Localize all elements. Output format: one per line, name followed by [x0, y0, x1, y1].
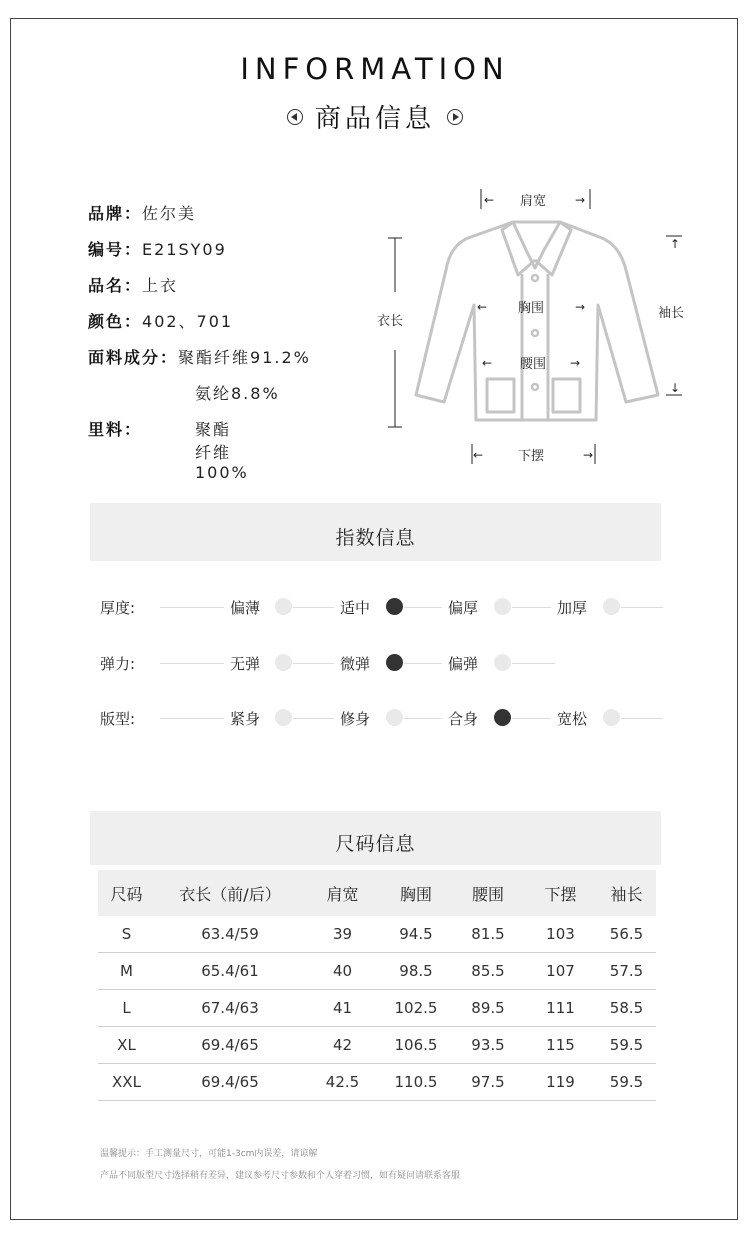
fabric-value-1: 聚酯纤维91.2% [178, 348, 311, 367]
color-value: 402、701 [142, 312, 234, 331]
size-table-cell: 81.5 [452, 916, 524, 953]
arrow-down-icon: ↓ [670, 381, 681, 395]
index-option-dot-selected [386, 654, 403, 671]
lining-label: 里料： [88, 420, 143, 439]
size-table-header [98, 870, 656, 916]
code-label: 编号： [88, 240, 143, 259]
info-color [88, 309, 233, 332]
size-column-header: 尺码 [98, 870, 155, 916]
size-table-cell: 59.5 [597, 1027, 656, 1064]
size-table-cell: XL [98, 1027, 155, 1064]
size-table-cell: 42.5 [305, 1064, 380, 1101]
index-option-dot-selected [386, 598, 403, 615]
info-brand [88, 201, 196, 224]
index-option-dot-selected [494, 709, 511, 726]
size-table-cell: 65.4/61 [155, 953, 305, 990]
index-option-dot [494, 654, 511, 671]
arrow-right-icon: → [583, 448, 594, 462]
size-column-header: 下摆 [524, 870, 597, 916]
info-code [88, 237, 227, 260]
buttons [532, 275, 538, 390]
size-table-cell: 94.5 [380, 916, 452, 953]
arrow-left-icon: ← [482, 356, 493, 370]
size-table-cell: 42 [305, 1027, 380, 1064]
index-row-label: 弹力: [100, 655, 136, 673]
size-table-row [98, 1064, 656, 1101]
right-arrow-icon [447, 109, 463, 125]
label-sleeve: 袖长 [658, 306, 685, 321]
info-fabric [88, 345, 311, 368]
label-shoulder: 肩宽 [520, 194, 547, 209]
size-table-row [98, 953, 656, 990]
index-option-label: 无弹 [230, 655, 261, 673]
size-table-cell: 57.5 [597, 953, 656, 990]
left-arrow-icon [287, 109, 303, 125]
index-option-dot [275, 709, 292, 726]
info-lining [88, 417, 249, 482]
index-option-label: 微弹 [340, 655, 371, 673]
size-table-row [98, 990, 656, 1027]
size-table-cell: 107 [524, 953, 597, 990]
title-cn: 商品信息 [314, 104, 435, 134]
size-table-cell: 39 [305, 916, 380, 953]
size-table-cell: 97.5 [452, 1064, 524, 1101]
index-option-label: 偏弹 [448, 655, 479, 673]
info-name [88, 273, 178, 296]
size-column-header: 腰围 [452, 870, 524, 916]
size-table-cell: 41 [305, 990, 380, 1027]
index-row-label: 厚度: [100, 599, 136, 617]
label-length: 衣长 [377, 314, 404, 329]
size-table-cell: L [98, 990, 155, 1027]
arrow-left-icon: ← [484, 193, 495, 207]
size-table-cell: 69.4/65 [155, 1064, 305, 1101]
index-option-dot [494, 598, 511, 615]
size-table-cell: 110.5 [380, 1064, 452, 1101]
size-table-cell: 115 [524, 1027, 597, 1064]
name-label: 品名： [88, 276, 143, 295]
size-table-cell: 102.5 [380, 990, 452, 1027]
index-option-label: 适中 [340, 599, 371, 617]
index-option-label: 偏薄 [230, 599, 261, 617]
size-column-header: 肩宽 [305, 870, 380, 916]
arrow-left-icon: ← [473, 448, 484, 462]
size-column-header: 袖长 [597, 870, 656, 916]
index-option-dot [603, 709, 620, 726]
size-table-cell: 119 [524, 1064, 597, 1101]
index-option-label: 修身 [340, 710, 371, 728]
info-fabric-2 [195, 381, 280, 404]
size-table-cell: 98.5 [380, 953, 452, 990]
label-hem: 下摆 [518, 449, 545, 464]
size-table-cell: 85.5 [452, 953, 524, 990]
brand-value: 佐尔美 [142, 204, 197, 223]
brand-label: 品牌： [88, 204, 143, 223]
index-option-label: 加厚 [557, 599, 588, 617]
size-table-cell: 103 [524, 916, 597, 953]
size-table-cell: S [98, 916, 155, 953]
index-option-dot [603, 598, 620, 615]
arrow-right-icon: → [575, 193, 586, 207]
size-table-cell: 59.5 [597, 1064, 656, 1101]
arrow-right-icon: → [575, 300, 586, 314]
size-table-cell: 89.5 [452, 990, 524, 1027]
index-option-label: 偏厚 [448, 599, 479, 617]
garment-diagram [370, 180, 710, 480]
code-value: E21SY09 [142, 240, 227, 259]
size-table-cell: M [98, 953, 155, 990]
size-table-cell: 40 [305, 953, 380, 990]
size-table-body [98, 916, 656, 1101]
size-table-cell: XXL [98, 1064, 155, 1101]
size-table-row [98, 916, 656, 953]
title-cn-row [0, 98, 750, 135]
size-table-cell: 58.5 [597, 990, 656, 1027]
index-option-label: 宽松 [557, 710, 588, 728]
name-value: 上衣 [142, 276, 179, 295]
size-table-cell: 63.4/59 [155, 916, 305, 953]
index-option-label: 紧身 [230, 710, 261, 728]
arrow-left-icon: ← [477, 300, 488, 314]
size-table-cell: 56.5 [597, 916, 656, 953]
label-chest: 胸围 [518, 301, 545, 316]
fabric-value-2: 氨纶8.8% [195, 384, 280, 403]
size-table-cell: 93.5 [452, 1027, 524, 1064]
label-waist: 腰围 [520, 357, 547, 372]
arrow-right-icon: → [570, 356, 581, 370]
color-label: 颜色： [88, 312, 143, 331]
index-option-dot [386, 709, 403, 726]
size-column-header: 胸围 [380, 870, 452, 916]
size-table-cell: 67.4/63 [155, 990, 305, 1027]
arrow-up-icon: ↑ [670, 237, 681, 251]
index-option-dot [275, 598, 292, 615]
lining-value: 聚酯纤维100% [195, 420, 249, 482]
size-table-row [98, 1027, 656, 1064]
size-table-cell: 69.4/65 [155, 1027, 305, 1064]
size-table-cell: 111 [524, 990, 597, 1027]
size-table-cell: 106.5 [380, 1027, 452, 1064]
index-row-label: 版型: [100, 710, 136, 728]
index-title: 指数信息 [335, 527, 416, 549]
size-title: 尺码信息 [335, 833, 416, 855]
note-line-2: 产品不同版型尺寸选择稍有差异，建议参考尺寸参数和个人穿着习惯，如有疑问请联系客服 [100, 1171, 461, 1181]
index-option-label: 合身 [448, 710, 479, 728]
fabric-label: 面料成分： [88, 348, 179, 367]
title-en: INFORMATION [240, 52, 510, 86]
index-option-dot [275, 654, 292, 671]
size-table [98, 870, 656, 1101]
size-column-header: 衣长（前/后） [155, 870, 305, 916]
note-line-1: 温馨提示：手工测量尺寸，可能1-3cm内误差，请谅解 [100, 1149, 318, 1159]
